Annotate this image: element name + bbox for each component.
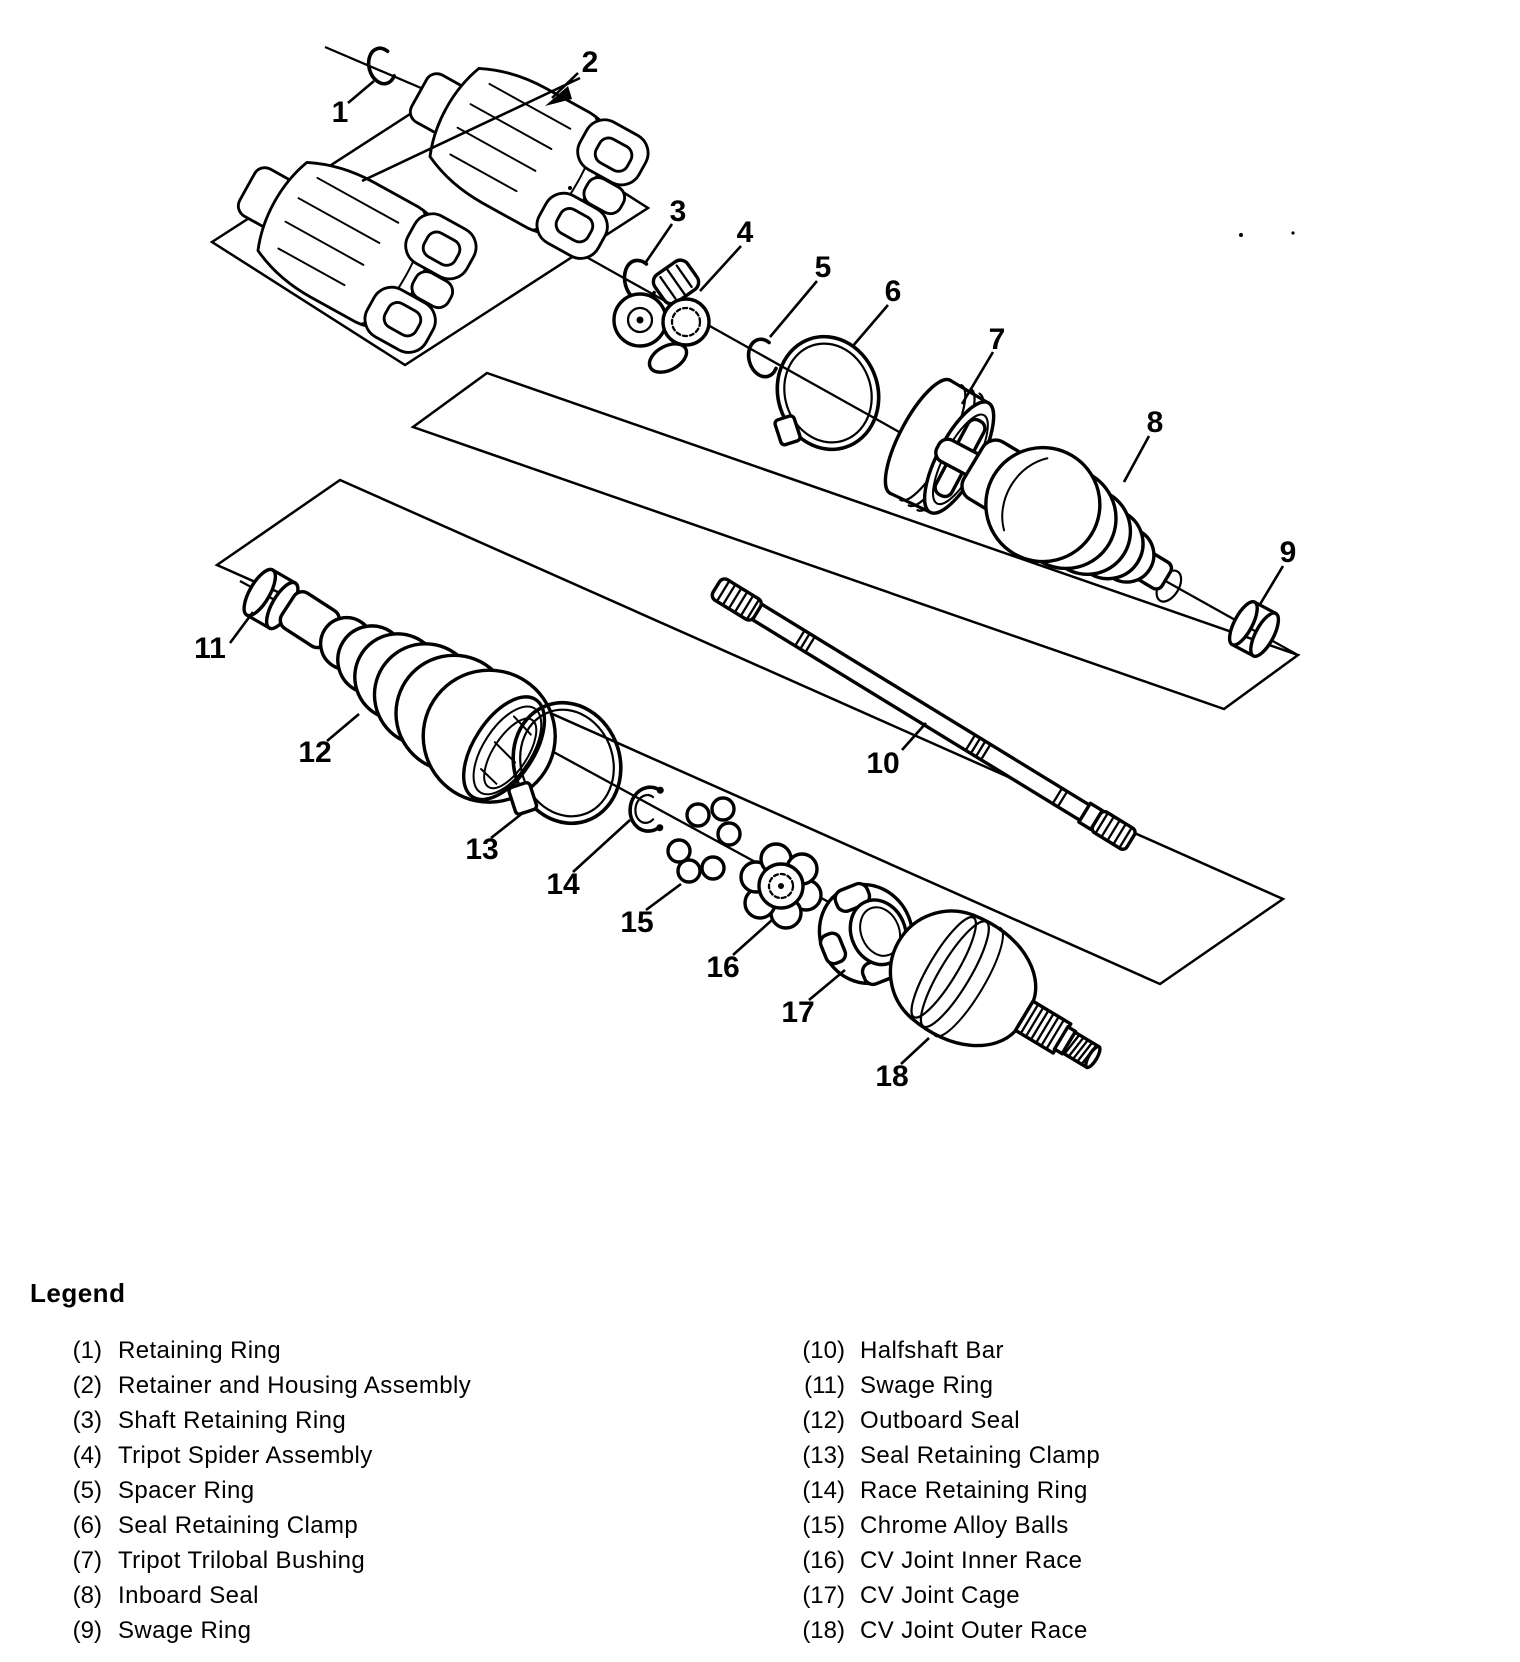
legend-item-label: Seal Retaining Clamp bbox=[860, 1442, 1101, 1469]
leader-4 bbox=[700, 246, 741, 291]
callout-14: 14 bbox=[546, 868, 580, 901]
callout-7: 7 bbox=[988, 323, 1006, 356]
callout-8: 8 bbox=[1146, 406, 1164, 439]
legend-item-number: (10) bbox=[802, 1337, 845, 1364]
legend-item-label: Outboard Seal bbox=[860, 1407, 1020, 1434]
legend-item bbox=[30, 1473, 760, 1508]
legend-item bbox=[30, 1613, 760, 1648]
leader-10 bbox=[902, 723, 926, 750]
callout-17: 17 bbox=[781, 996, 815, 1029]
legend-item-number: (5) bbox=[72, 1477, 102, 1504]
parts-layer bbox=[214, 33, 1295, 1113]
legend-item-number: (15) bbox=[802, 1512, 845, 1539]
legend-item-number: (7) bbox=[72, 1547, 102, 1574]
part-8-inboard-seal bbox=[944, 414, 1209, 636]
callout-11: 11 bbox=[194, 632, 226, 665]
legend-item-number: (3) bbox=[72, 1407, 102, 1434]
callout-5: 5 bbox=[814, 251, 832, 284]
part-16-cv-joint-inner-race bbox=[741, 844, 821, 928]
legend-item bbox=[30, 1508, 760, 1543]
callout-1: 1 bbox=[331, 96, 349, 129]
legend-item bbox=[30, 1438, 760, 1473]
callout-13: 13 bbox=[465, 833, 499, 866]
part-6-seal-retaining-clamp bbox=[753, 323, 893, 465]
legend-item-label: CV Joint Inner Race bbox=[860, 1547, 1083, 1574]
plane-middle bbox=[413, 373, 1298, 709]
legend-item bbox=[30, 1333, 760, 1368]
leader-6 bbox=[852, 305, 888, 347]
leader-1 bbox=[348, 81, 374, 103]
legend-item-number: (9) bbox=[72, 1617, 102, 1644]
axis-ring-1 bbox=[325, 47, 428, 91]
legend-item-label: Halfshaft Bar bbox=[860, 1337, 1004, 1364]
legend-item-number: (17) bbox=[802, 1582, 845, 1609]
leader-9 bbox=[1259, 566, 1283, 606]
leader-12 bbox=[327, 714, 359, 741]
callout-16: 16 bbox=[706, 951, 740, 984]
legend-item bbox=[760, 1333, 1500, 1368]
legend-item-number: (4) bbox=[72, 1442, 102, 1469]
callout-18: 18 bbox=[875, 1060, 909, 1093]
callout-12: 12 bbox=[298, 736, 332, 769]
part-15-chrome-alloy-balls bbox=[668, 798, 740, 882]
legend-item-label: Swage Ring bbox=[860, 1372, 994, 1399]
legend-item bbox=[760, 1613, 1500, 1648]
legend-item bbox=[760, 1543, 1500, 1578]
legend-item bbox=[760, 1438, 1500, 1473]
legend-item bbox=[30, 1368, 760, 1403]
legend-item-label: Inboard Seal bbox=[118, 1582, 259, 1609]
legend-item-number: (16) bbox=[802, 1547, 845, 1574]
part-1-retaining-ring bbox=[369, 48, 395, 83]
legend-item bbox=[30, 1403, 760, 1438]
leader-3 bbox=[646, 224, 672, 262]
callout-2: 2 bbox=[581, 46, 599, 79]
leader-5 bbox=[770, 281, 817, 337]
part-10-halfshaft-bar bbox=[710, 577, 1137, 851]
legend-item bbox=[30, 1543, 760, 1578]
legend-item-number: (13) bbox=[802, 1442, 845, 1469]
legend-item-number: (8) bbox=[72, 1582, 102, 1609]
leader-8 bbox=[1124, 436, 1149, 482]
callout-4: 4 bbox=[736, 216, 754, 249]
legend bbox=[30, 1278, 1500, 1648]
legend-item-number: (11) bbox=[804, 1372, 845, 1399]
part-5-spacer-ring bbox=[749, 339, 776, 376]
callout-3: 3 bbox=[669, 195, 687, 228]
legend-item bbox=[760, 1368, 1500, 1403]
legend-item-label: CV Joint Outer Race bbox=[860, 1617, 1088, 1644]
callout-10: 10 bbox=[866, 747, 900, 780]
legend-item-label: CV Joint Cage bbox=[860, 1582, 1020, 1609]
leader-16 bbox=[733, 920, 772, 955]
part-4-tripot-spider-assembly bbox=[614, 257, 709, 378]
legend-item-label: Retainer and Housing Assembly bbox=[118, 1372, 472, 1399]
legend-item-number: (6) bbox=[72, 1512, 102, 1539]
legend-item-number: (12) bbox=[802, 1407, 845, 1434]
legend-item-label: Tripot Spider Assembly bbox=[118, 1442, 373, 1469]
legend-item-number: (14) bbox=[802, 1477, 845, 1504]
part-14-race-retaining-ring bbox=[627, 782, 671, 834]
leader-11 bbox=[230, 612, 253, 643]
legend-column-right bbox=[760, 1333, 1500, 1648]
leader-14 bbox=[573, 820, 630, 872]
legend-item-label: Tripot Trilobal Bushing bbox=[118, 1547, 366, 1574]
legend-item bbox=[30, 1578, 760, 1613]
legend-item-label: Chrome Alloy Balls bbox=[860, 1512, 1069, 1539]
legend-item bbox=[760, 1473, 1500, 1508]
legend-item-label: Shaft Retaining Ring bbox=[118, 1407, 347, 1434]
part-9-swage-ring bbox=[1224, 598, 1284, 660]
legend-column-left bbox=[30, 1333, 760, 1648]
legend-item bbox=[760, 1578, 1500, 1613]
legend-item-label: Seal Retaining Clamp bbox=[118, 1512, 359, 1539]
legend-item bbox=[760, 1403, 1500, 1438]
legend-item-number: (18) bbox=[802, 1617, 845, 1644]
legend-item-label: Retaining Ring bbox=[118, 1337, 282, 1364]
callout-9: 9 bbox=[1279, 536, 1297, 569]
legend-item-number: (2) bbox=[72, 1372, 102, 1399]
callout-15: 15 bbox=[620, 906, 654, 939]
legend-item bbox=[760, 1508, 1500, 1543]
legend-item-label: Race Retaining Ring bbox=[860, 1477, 1088, 1504]
legend-item-label: Swage Ring bbox=[118, 1617, 252, 1644]
legend-item-label: Spacer Ring bbox=[118, 1477, 255, 1504]
legend-item-number: (1) bbox=[72, 1337, 102, 1364]
callout-6: 6 bbox=[884, 275, 902, 308]
legend-heading: Legend bbox=[30, 1278, 126, 1308]
